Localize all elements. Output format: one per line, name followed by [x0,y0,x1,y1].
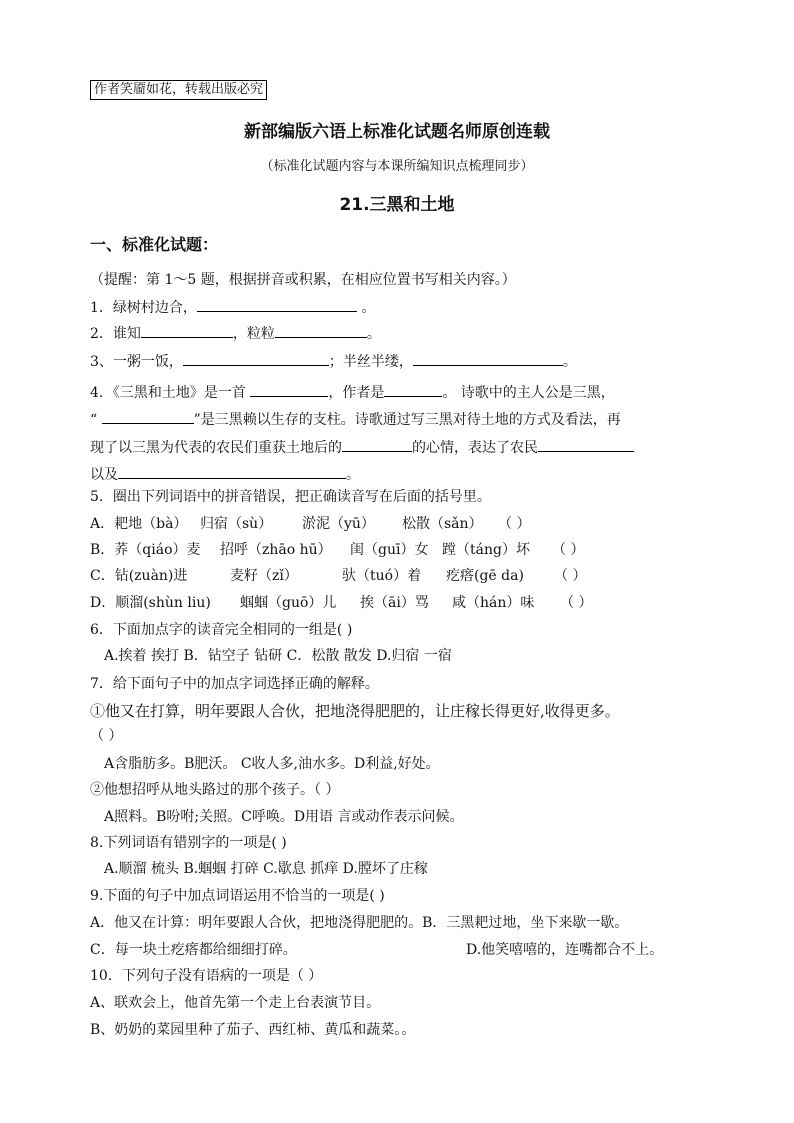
q1-end: 。 [356,300,376,316]
q8-options: A.顺溜 梳头 B.蝈蝈 打碎 C.歇息 抓痒 D.膛坏了庄稼 [104,861,428,877]
q5-b-word-3: 闺（guī）女 [350,542,429,558]
q4-blank-author[interactable] [384,381,442,397]
q10-option-a: A、联欢会上，他首先第一个走上台表演节目。 [90,995,381,1011]
question-7-stem: 7．给下面句子中的加点字词选择正确的解释。 [90,676,379,692]
question-4-line-4 [90,463,360,485]
q4-text-1c: 。 诗歌中的主人公是三黑， [442,385,615,401]
q7-sentence-1-options: A含脂肪多。B肥沃。 C收人多,油水多。D利益,好处。 [104,756,440,772]
q5-a-word-4: 松散（sǎn） [402,516,483,532]
section-heading: 一、标准化试题： [90,235,219,254]
q1-text: 1．绿树村边合， [90,300,197,316]
q5-d-answer[interactable]: （ ） [560,595,593,611]
q5-d-word-3: 挨（āi）骂 [360,595,429,611]
q4-blank-mood[interactable] [342,436,412,452]
question-4-line-3 [90,436,634,458]
q2-blank-1[interactable] [141,322,233,338]
question-4-line-1 [90,381,615,403]
question-9-stem: 9.下面的句子中加点词语运用不恰当的一项是( ) [90,888,385,904]
question-8-stem: 8.下列词语有错别字的一项是( ) [90,835,287,851]
worksheet-title: 新部编版六语上标准化试题名师原创连载 [244,122,550,142]
q4-text-4a: 以及 [90,467,118,483]
q4-text-1a: 4．《三黑和土地》是一首 [90,385,251,401]
q9-option-d: D.他笑嘻嘻的，连嘴都合不上。 [466,942,664,958]
q5-option-d [90,593,592,613]
q5-d-word-2: 蝈蝈（guō）儿 [240,595,337,611]
question-10-stem: 10．下列句子没有语病的一项是（ ） [90,968,323,984]
q7-sentence-2: ②他想招呼从地头路过的那个孩子。（ ） [90,782,340,798]
q4-blank-genre[interactable] [250,381,328,397]
q4-blank-support[interactable] [102,408,194,424]
question-5-stem: 5．圈出下列词语中的拼音错误，把正确读音写在后面的括号里。 [90,489,491,505]
question-2 [90,322,381,344]
q3-text-b: ；半丝半缕， [328,354,413,370]
q2-blank-2[interactable] [275,322,367,338]
q2-text-c: 。 [366,326,381,342]
q5-a-word-1: A．耙地（bà） [90,516,188,532]
q5-b-answer[interactable]: （ ） [552,542,585,558]
question-1 [90,296,375,318]
question-3 [90,350,577,372]
question-6-stem: 6．下面加点字的读音完全相同的一组是( ) [90,622,353,638]
q7-sentence-2-options: A照料。B吩咐;关照。C呼唤。D用语 言或动作表示问候。 [104,809,464,825]
q5-option-a [90,514,530,534]
lesson-title: 21.三黑和土地 [339,195,455,215]
q3-text-a: 3、一粥一饭， [90,354,183,370]
q5-c-word-4: 疙瘩(gē da) [446,568,524,584]
q5-c-word-1: C．钻(zuàn)进 [90,568,188,584]
q5-option-b [90,540,584,560]
q9-options-ab: A．他又在计算：明年要跟人合伙，把地浇得肥肥的。B．三黑耙过地，坐下来歇一歇。 [90,915,629,931]
q5-b-word-2: 招呼（zhāo hū） [220,542,332,558]
q2-text-b: ，粒粒 [232,326,275,342]
question-4-line-2 [90,408,621,430]
q9-option-c: C．每一块土疙瘩都给细细打碎。 [90,942,297,958]
q7-sentence-1: ①他又在打算，明年要跟人合伙，把地浇得肥肥的，让庄稼长得更好,收得更多。 [90,702,620,720]
q5-c-word-2: 麦籽（zǐ） [230,568,298,584]
q4-text-2b: ”是三黑赖以生存的支柱。诗歌通过写三黑对待土地的方式及看法，再 [193,412,621,428]
q3-text-c: 。 [562,354,577,370]
q4-text-3a: 现了以三黑为代表的农民们重获土地后的 [90,440,342,456]
author-notice: 作者笑靥如花，转载出版必究 [90,80,267,100]
q4-blank-feeling[interactable] [538,436,634,452]
q4-text-1b: ，作者是 [328,385,385,401]
q5-d-word-4: 咸（hán）味 [452,595,535,611]
q4-text-4b: 。 [346,467,360,483]
q3-blank-2[interactable] [413,350,563,366]
q5-c-answer[interactable]: （ ） [554,568,587,584]
q5-c-word-3: 驮（tuó）着 [342,568,422,584]
q6-options: A.挨着 挨打 B．钻空子 钻研 C．松散 散发 D.归宿 一宿 [104,648,452,664]
q5-option-c [90,566,586,586]
q5-b-word-4: 蹚（táng）坏 [442,542,530,558]
q5-b-word-1: B．荞（qiáo）麦 [90,542,201,558]
q1-blank[interactable] [197,296,357,312]
q3-blank-1[interactable] [183,350,329,366]
q4-text-3b: 的心情，表达了农民 [412,440,538,456]
q5-a-word-3: 淤泥（yū） [302,516,375,532]
q2-text-a: 2．谁知 [90,326,141,342]
reminder-text: （提醒：第 1～5 题，根据拼音或积累，在相应位置书写相关内容。） [90,272,516,288]
worksheet-subtitle: （标准化试题内容与本课所编知识点梳理同步） [260,159,534,174]
q5-a-answer[interactable]: （ ） [498,516,531,532]
q4-blank-also[interactable] [118,463,346,479]
q4-text-2a: “ [90,412,102,428]
q5-a-word-2: 归宿（sù） [200,516,273,532]
q10-option-b: B、奶奶的菜园里种了茄子、西红柿、黄瓜和蔬菜。。 [90,1022,416,1038]
q5-d-word-1: D．顺溜(shùn liu) [90,595,211,611]
q7-sentence-1-answer[interactable]: （ ） [90,728,123,744]
